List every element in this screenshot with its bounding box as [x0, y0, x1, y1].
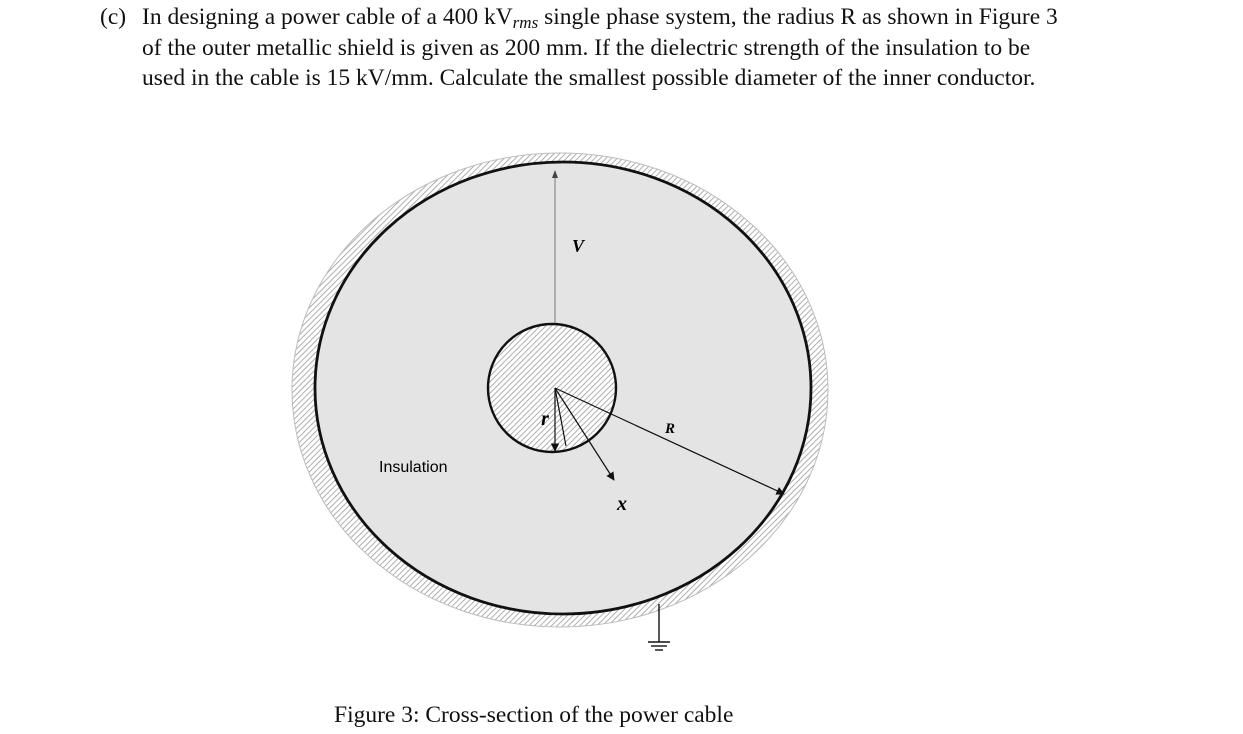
question-label: (c)	[100, 4, 127, 30]
label-distance: x	[617, 493, 627, 515]
label-inner-radius: r	[541, 408, 549, 430]
label-outer-radius: R	[664, 421, 676, 437]
label-voltage: V	[571, 236, 585, 256]
rms-subscript: rms	[512, 13, 539, 32]
inner-conductor	[488, 324, 616, 452]
question-text-part-2: single phase system, the radius R as shown in Figure 3 of the outer metallic shield is given as 200 mm. If the dielectric strength of the insulation to be used in the cable is 15 kV/mm. Calculate the smallest possible diameter of the inner conductor.	[142, 4, 1058, 91]
figure-caption: Figure 3: Cross-section of the power cable	[334, 702, 734, 728]
label-insulation: Insulation	[379, 459, 448, 476]
question-text-part-1: In designing a power cable of a 400 kV	[142, 4, 513, 30]
